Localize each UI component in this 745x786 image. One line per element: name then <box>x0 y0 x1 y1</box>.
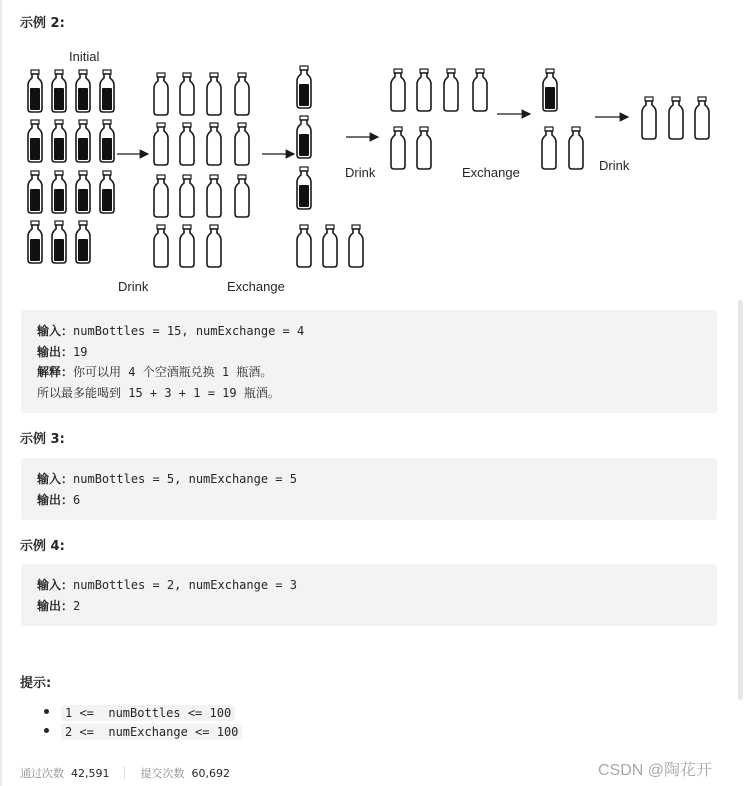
empty-bottle-icon <box>180 175 194 217</box>
list-item <box>26 702 242 721</box>
input-label: 输入： <box>37 324 74 338</box>
output-label: 输出： <box>37 492 74 507</box>
full-bottle-icon <box>52 221 66 263</box>
exchange-label: Exchange <box>227 279 285 294</box>
full-bottle-icon <box>297 116 311 158</box>
empty-bottle-icon <box>349 225 363 267</box>
example-4-heading: 示例 4: <box>20 539 65 554</box>
stage-drink-2-bottles <box>391 69 487 169</box>
explain-label: 解释： <box>37 365 74 379</box>
full-bottle-icon <box>76 221 90 263</box>
list-item <box>26 721 242 740</box>
empty-bottle-icon <box>444 69 458 111</box>
submitted-count: 60,692 <box>191 766 230 780</box>
stage-drink-1-bottles <box>154 73 249 267</box>
empty-bottle-icon <box>180 225 194 267</box>
example-2-heading: 示例 2: <box>20 16 65 31</box>
bottles-diagram <box>20 45 720 300</box>
empty-bottle-icon <box>235 175 249 217</box>
empty-bottle-icon <box>207 73 221 115</box>
output-label: 输出： <box>37 344 74 359</box>
input-value: numBottles = 5, numExchange = 5 <box>73 472 297 486</box>
output-line <box>37 490 701 511</box>
full-bottle-icon <box>52 120 66 162</box>
output-label: 输出： <box>37 598 74 613</box>
empty-bottle-icon <box>473 69 487 111</box>
exchange-label: Exchange <box>462 165 520 180</box>
output-value: 19 <box>73 344 88 359</box>
empty-bottle-icon <box>669 97 683 139</box>
stage-initial-bottles <box>28 70 114 263</box>
submitted-label: 提交次数 <box>140 767 185 780</box>
csdn-watermark: CSDN @陶花开 <box>598 762 713 779</box>
full-bottle-icon <box>28 120 42 162</box>
full-bottle-icon <box>76 70 90 112</box>
empty-bottle-icon <box>417 69 431 111</box>
empty-bottle-icon <box>642 97 656 139</box>
full-bottle-icon <box>297 66 311 108</box>
explain-line-2: 所以最多能喝到 15 + 3 + 1 = 19 瓶酒。 <box>37 385 280 400</box>
empty-bottle-icon <box>180 123 194 165</box>
initial-label: Initial <box>69 49 100 64</box>
input-value: numBottles = 2, numExchange = 3 <box>73 578 297 592</box>
empty-bottle-icon <box>207 225 221 267</box>
accepted-label: 通过次数 <box>20 767 64 780</box>
constraint-code: 2 <= numExchange <= 100 <box>61 724 242 740</box>
output-line <box>37 342 701 363</box>
empty-bottle-icon <box>391 127 405 169</box>
stage-exchange-2-bottles <box>542 69 583 169</box>
empty-bottle-icon <box>417 127 431 169</box>
empty-bottle-icon <box>235 123 249 165</box>
explain-text: 你可以用 4 个空酒瓶兑换 1 瓶酒。 <box>73 365 273 379</box>
example-2-code-block <box>21 310 717 413</box>
example-3-heading: 示例 3: <box>20 432 65 447</box>
accepted-count: 42,591 <box>71 766 110 780</box>
empty-bottle-icon <box>235 73 249 115</box>
empty-bottle-icon <box>154 225 168 267</box>
drink-label: Drink <box>118 279 149 294</box>
drink-label: Drink <box>599 158 630 173</box>
bullet-icon <box>44 728 49 733</box>
input-label: 输入： <box>37 578 74 592</box>
empty-bottle-icon <box>391 69 405 111</box>
full-bottle-icon <box>28 70 42 112</box>
submission-stats <box>20 765 230 781</box>
empty-bottle-icon <box>695 97 709 139</box>
explain-line <box>37 362 701 383</box>
full-bottle-icon <box>543 69 557 111</box>
output-value: 6 <box>73 492 81 507</box>
output-value: 2 <box>73 598 81 613</box>
scrollbar[interactable] <box>738 300 743 700</box>
example-4-code-block <box>21 564 717 626</box>
empty-bottle-icon <box>154 175 168 217</box>
bullet-icon <box>44 709 49 714</box>
input-line <box>37 469 701 490</box>
empty-bottle-icon <box>569 127 583 169</box>
full-bottle-icon <box>28 221 42 263</box>
input-line <box>37 575 701 596</box>
empty-bottle-icon <box>297 225 311 267</box>
full-bottle-icon <box>76 120 90 162</box>
empty-bottle-icon <box>180 73 194 115</box>
stage-drink-3-bottles <box>642 97 709 139</box>
input-line <box>37 321 701 342</box>
drink-label: Drink <box>345 165 376 180</box>
hints-list <box>26 702 242 740</box>
input-value: numBottles = 15, numExchange = 4 <box>73 324 305 338</box>
empty-bottle-icon <box>207 123 221 165</box>
output-line <box>37 596 701 617</box>
full-bottle-icon <box>100 171 114 213</box>
divider <box>124 766 125 780</box>
empty-bottle-icon <box>207 175 221 217</box>
full-bottle-icon <box>52 70 66 112</box>
constraint-code: 1 <= numBottles <= 100 <box>61 705 235 721</box>
full-bottle-icon <box>28 171 42 213</box>
empty-bottle-icon <box>154 123 168 165</box>
full-bottle-icon <box>297 167 311 209</box>
full-bottle-icon <box>52 171 66 213</box>
empty-bottle-icon <box>542 127 556 169</box>
full-bottle-icon <box>100 70 114 112</box>
left-border <box>0 0 2 786</box>
full-bottle-icon <box>100 120 114 162</box>
example-3-code-block <box>21 458 717 520</box>
empty-bottle-icon <box>323 225 337 267</box>
full-bottle-icon <box>76 171 90 213</box>
input-label: 输入： <box>37 472 74 486</box>
hints-heading: 提示: <box>20 676 52 691</box>
empty-bottle-icon <box>154 73 168 115</box>
